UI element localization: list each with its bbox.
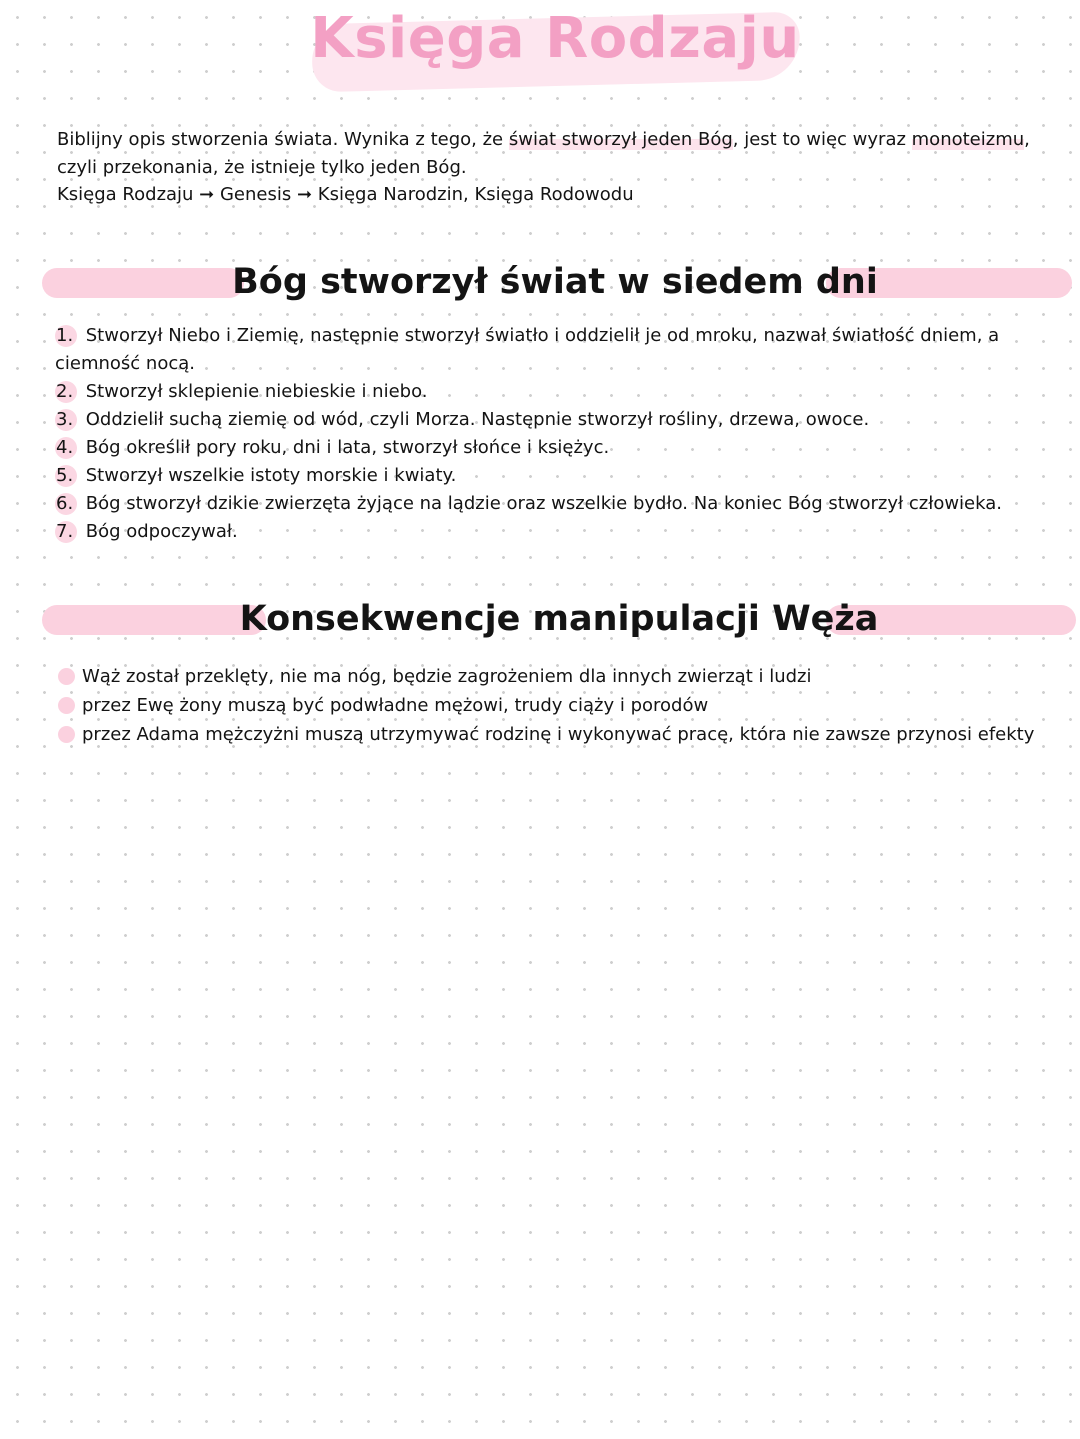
item-number: 2. <box>55 381 77 403</box>
item-text: przez Adama mężczyżni muszą utrzymywać rodzinę i wykonywać pracę, która nie zawsze przynosi efekty <box>82 724 1035 745</box>
section-heading-text: Konsekwencje manipulacji Węża <box>239 599 879 639</box>
item-number: 3. <box>55 409 77 431</box>
section-heading-text: Bóg stworzył świat w siedem dni <box>232 262 878 302</box>
item-number: 4. <box>55 437 77 459</box>
section-heading-creation <box>42 260 1076 304</box>
list-item <box>55 462 1045 490</box>
list-item <box>58 691 1058 720</box>
page-title: Księga Rodzaju <box>310 6 800 71</box>
intro-paragraph <box>57 126 1057 209</box>
highlight-one-god: świat stworzył jeden Bóg <box>508 129 733 150</box>
item-number: 1. <box>55 325 77 347</box>
list-item <box>58 662 1058 691</box>
item-text: Stworzył wszelkie istoty morskie i kwiaty. <box>85 465 457 486</box>
intro-line-2: Księga Rodzaju ➞ Genesis ➞ Księga Narodzin, Księga Rodowodu <box>57 184 634 205</box>
bullet-dot-icon <box>58 726 75 743</box>
intro-text: Biblijny opis stworzenia świata. Wynika z tego, że <box>57 129 509 150</box>
item-text: Oddzielił suchą ziemię od wód, czyli Morza. Następnie stworzył rośliny, drzewa, owoce. <box>85 409 870 430</box>
highlight-monotheism: monoteizmu <box>911 129 1025 150</box>
item-number: 6. <box>55 493 77 515</box>
item-text: Stworzył Niebo i Ziemię, następnie stworzył światło i oddzielił je od mroku, nazwał światłość dniem, a ciemność nocą. <box>55 325 1000 374</box>
bullet-dot-icon <box>58 668 75 685</box>
list-item <box>55 406 1045 434</box>
section-heading-consequences <box>42 597 1076 641</box>
list-item <box>55 518 1045 546</box>
bullet-dot-icon <box>58 697 75 714</box>
creation-days-list <box>55 322 1045 546</box>
item-number: 5. <box>55 465 77 487</box>
item-text: Bóg odpoczywał. <box>85 521 238 542</box>
intro-line-1 <box>57 126 1057 181</box>
item-number: 7. <box>55 521 77 543</box>
page-title-block <box>300 0 810 100</box>
item-text: Bóg określił pory roku, dni i lata, stworzył słońce i księżyc. <box>85 437 610 458</box>
item-text: Stworzył sklepienie niebieskie i niebo. <box>85 381 428 402</box>
list-item <box>55 378 1045 406</box>
item-text: Bóg stworzył dzikie zwierzęta żyjące na lądzie oraz wszelkie bydło. Na koniec Bóg stworzył człowieka. <box>85 493 1002 514</box>
list-item <box>55 434 1045 462</box>
consequences-list <box>58 662 1058 749</box>
intro-text: , jest to więc wyraz <box>732 129 912 150</box>
list-item <box>58 720 1058 749</box>
list-item <box>55 322 1045 378</box>
item-text: przez Ewę żony muszą być podwładne mężowi, trudy ciąży i porodów <box>82 695 709 716</box>
intro-text: , czyli przekonania, że istnieje tylko jeden Bóg. <box>57 129 1030 178</box>
list-item <box>55 490 1045 518</box>
item-text: Wąż został przeklęty, nie ma nóg, będzie zagrożeniem dla innych zwierząt i ludzi <box>82 666 812 687</box>
